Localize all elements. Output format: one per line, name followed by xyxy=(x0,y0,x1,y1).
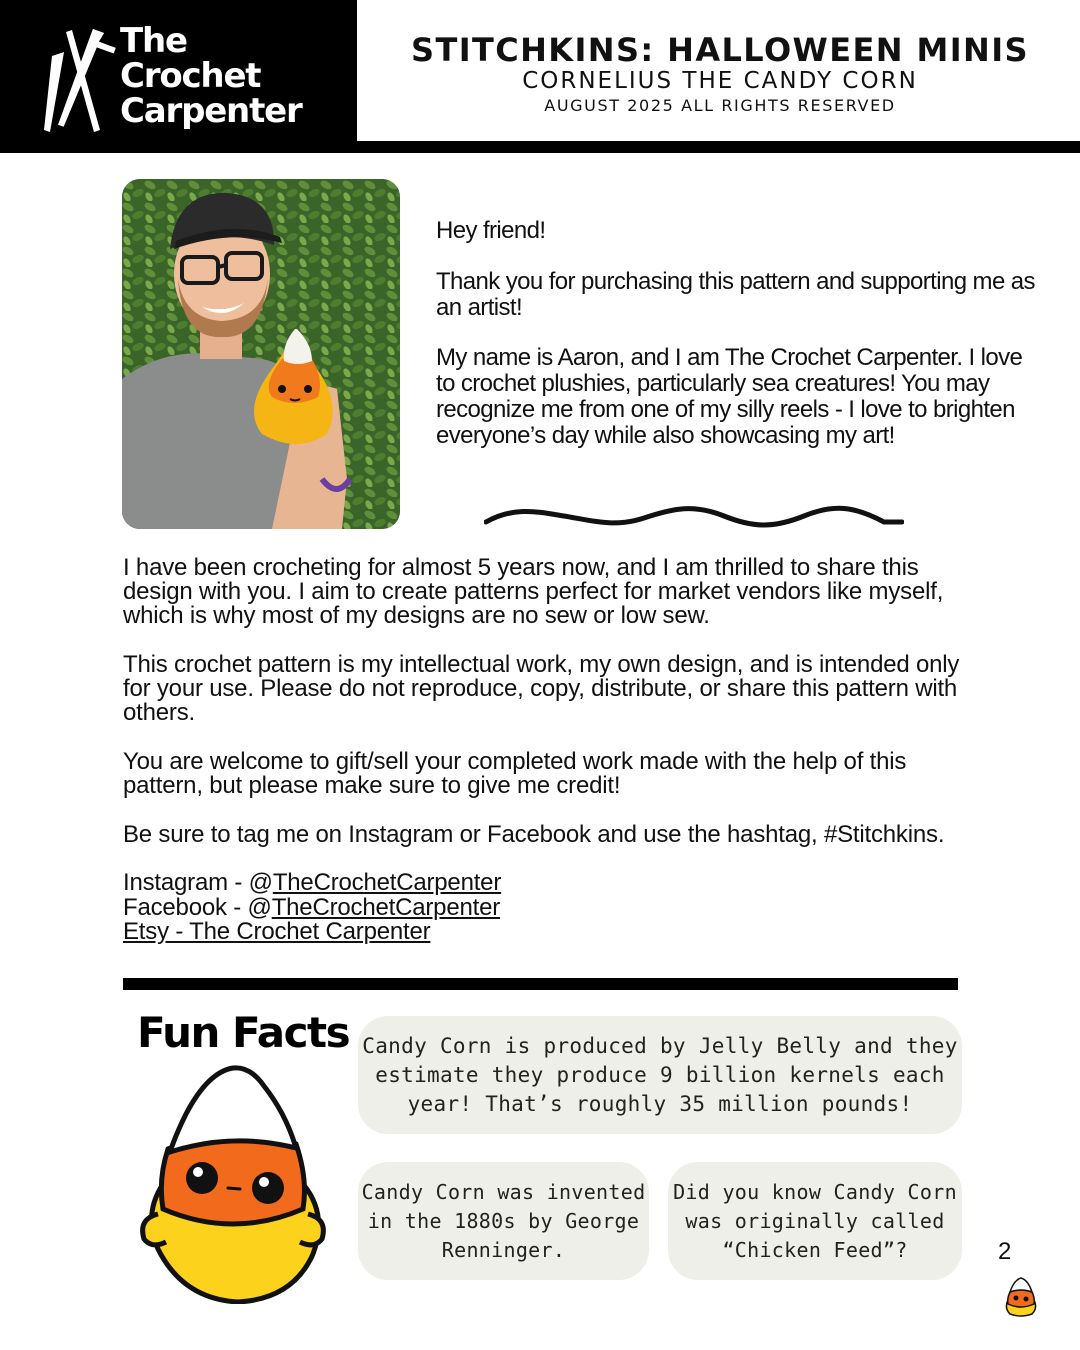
pattern-series-title: STITCHKINS: HALLOWEEN MINIS xyxy=(411,31,1029,69)
experience-paragraph: I have been crocheting for almost 5 years now, and I am thrilled to share this design with you. I aim to create patterns perfect for market vendors like myself, which is why most of my designs are no sew or low sew. xyxy=(123,554,944,630)
rights-notice: AUGUST 2025 ALL RIGHTS RESERVED xyxy=(544,96,896,115)
instagram-line xyxy=(123,871,983,895)
logo-panel xyxy=(0,0,357,141)
pattern-info xyxy=(123,556,983,944)
intro-letter xyxy=(436,218,1036,474)
tag-paragraph: Be sure to tag me on Instagram or Facebook and use the hashtag, #Stitchkins. xyxy=(123,820,945,848)
page-number: 2 xyxy=(998,1238,1012,1265)
author-photo xyxy=(122,179,400,529)
mini-candy-corn-icon xyxy=(1002,1276,1040,1318)
facebook-link[interactable]: TheCrochetCarpenter xyxy=(271,893,501,921)
copyright-paragraph: This crochet pattern is my intellectual work, my own design, and is intended only for your use. Please do not reproduce, copy, distribute, or share this pattern with others. xyxy=(123,651,960,727)
facebook-line xyxy=(123,893,983,921)
fact-1: Candy Corn is produced by Jelly Belly and they estimate they produce 9 billion kernels each year! That’s roughly 35 million pounds! xyxy=(362,1033,958,1116)
fun-facts-title: Fun Facts xyxy=(137,1008,350,1057)
instagram-link[interactable]: TheCrochetCarpenter xyxy=(272,869,502,897)
etsy-line xyxy=(123,917,983,945)
fact-bubble-1 xyxy=(358,1016,962,1134)
logo-line-2: Crochet xyxy=(120,56,261,96)
logo-line-1: The xyxy=(120,21,187,61)
section-divider xyxy=(123,978,958,990)
etsy-link[interactable]: Etsy - The Crochet Carpenter xyxy=(123,917,431,945)
sell-paragraph: You are welcome to gift/sell your completed work made with the help of this pattern, but please make sure to give me credit! xyxy=(123,748,907,800)
brand-logo xyxy=(120,21,302,131)
facebook-prefix: Facebook - @ xyxy=(123,893,272,921)
candy-corn-mascot-icon xyxy=(138,1064,328,1304)
social-links xyxy=(123,871,983,944)
fact-3: Did you know Candy Corn was originally called “Chicken Feed”? xyxy=(673,1179,957,1262)
about-paragraph: My name is Aaron, and I am The Crochet Carpenter. I love to crochet plushies, particularly sea creatures! You may recognize me from one of my silly reels - I love to brighten everyone’s day while also showcasing my art! xyxy=(436,344,1023,449)
thanks-paragraph: Thank you for purchasing this pattern and supporting me as an artist! xyxy=(436,267,1035,321)
hammer-crossed-logo-icon xyxy=(44,22,118,136)
greeting: Hey friend! xyxy=(436,217,546,244)
logo-line-3: Carpenter xyxy=(120,91,302,131)
header-divider xyxy=(0,141,1080,153)
fact-bubble-2 xyxy=(358,1162,649,1280)
squiggle-divider xyxy=(484,504,904,534)
fact-2: Candy Corn was invented in the 1880s by George Renninger. xyxy=(361,1179,646,1262)
fact-bubble-3 xyxy=(668,1162,962,1280)
pattern-name: CORNELIUS THE CANDY CORN xyxy=(522,68,918,94)
instagram-prefix: Instagram - @ xyxy=(123,869,273,897)
